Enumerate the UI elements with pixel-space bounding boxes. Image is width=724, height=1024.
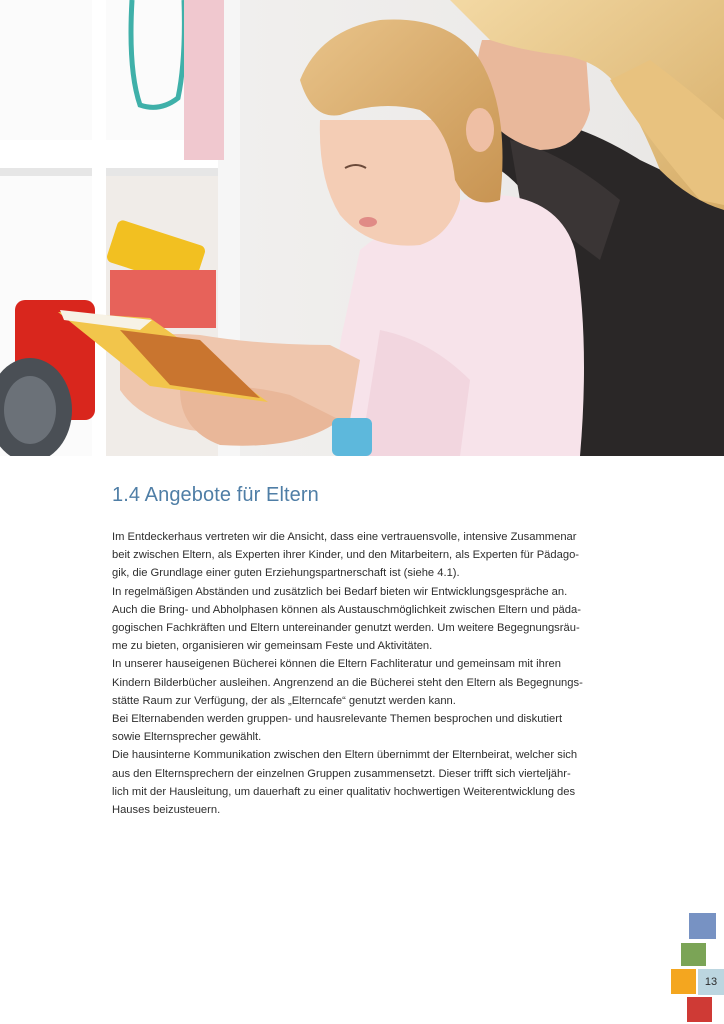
text-line: Hauses beizusteuern. [112, 804, 221, 817]
decor-square-blue [689, 913, 716, 939]
page-number: 13 [704, 976, 718, 988]
text-line: sowie Elternsprecher gewählt. [112, 731, 262, 744]
body-text [112, 528, 640, 819]
text-line: gogischen Fachkräften und Eltern untereinander genutzt werden. Um weitere Begegnungsräu- [112, 622, 580, 635]
text-line: Auch die Bring- und Abholphasen können als Austauschmöglichkeit zwischen Eltern und päda- [112, 603, 581, 616]
text-line: Im Entdeckerhaus vertreten wir die Ansicht, dass eine vertrauensvolle, intensive Zusammenar [112, 531, 577, 543]
text-line: Die hausinterne Kommunikation zwischen den Eltern übernimmt der Elternbeirat, welcher sich [112, 749, 578, 762]
text-line: Bei Elternabenden werden gruppen- und hausrelevante Themen besprochen und diskutiert [112, 713, 563, 726]
text-line: Kindern Bilderbücher ausleihen. Angrenzend an die Bücherei steht den Eltern als Begegnungs- [112, 676, 583, 689]
text-line: lich mit der Hausleitung, um dauerhaft zu einer qualitativ hochwertigen Weiterentwicklung des [112, 785, 576, 798]
text-line: aus den Elternsprechern der einzelnen Gruppen zusammensetzt. Dieser trifft sich vierteljähr- [112, 767, 571, 780]
text-line: In regelmäßigen Abständen und zusätzlich bei Bedarf bieten wir Entwicklungsgespräche an. [112, 585, 568, 598]
decor-square-orange [671, 969, 696, 994]
text-line: gik, die Grundlage einer guten Erziehungspartnerschaft ist (siehe 4.1). [112, 567, 460, 580]
text-line: me zu bieten, organisieren wir gemeinsam Feste und Aktivitäten. [112, 640, 433, 653]
text-line: In unserer hauseigenen Bücherei können die Eltern Fachliteratur und gemeinsam mit ihren [112, 658, 562, 671]
decor-square-green [681, 943, 706, 966]
header-photo [0, 0, 724, 456]
decor-square-red [687, 997, 712, 1022]
section-heading: 1.4 Angebote für Eltern [112, 484, 319, 506]
text-line: stätte Raum zur Verfügung, der als „Elterncafe“ genutzt werden kann. [112, 694, 456, 707]
text-line: beit zwischen Eltern, als Experten ihrer Kinder, und den Mitarbeitern, als Experten für Pädago- [112, 549, 580, 562]
